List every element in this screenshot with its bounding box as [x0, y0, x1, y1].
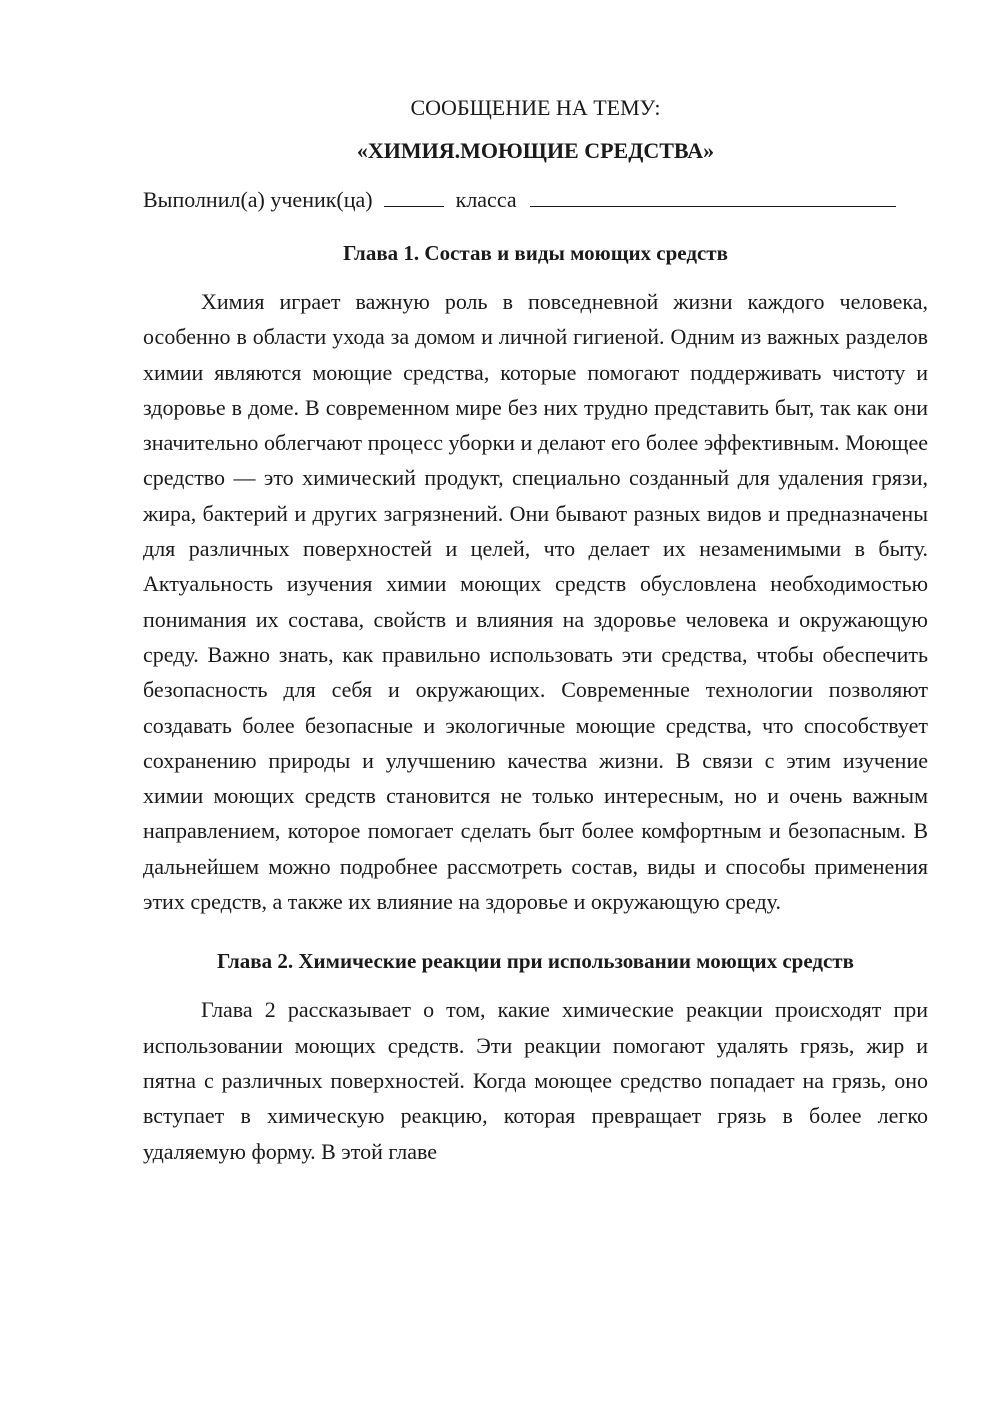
class-label: класса: [455, 187, 517, 212]
chapter-2-heading: Глава 2. Химические реакции при использовании моющих средств: [217, 949, 854, 974]
document-title: «ХИМИЯ.МОЮЩИЕ СРЕДСТВА»: [356, 138, 715, 163]
class-number-blank: [384, 185, 444, 207]
subject-line: СООБЩЕНИЕ НА ТЕМУ:: [410, 95, 661, 120]
author-line: [143, 185, 928, 215]
chapter-2: [143, 946, 928, 1168]
chapter-1: [143, 238, 928, 919]
author-prefix: Выполнил(а) ученик(ца): [143, 187, 373, 212]
chapter-2-paragraph: Глава 2 рассказывает о том, какие химические реакции происходят при использовании моющих средств. Эти реакции помогают удалять грязь, жир и пятна с различных поверхностей. Когда моющее средство попадает на грязь, оно вступает в химическую реакцию, которая превращает грязь в более легко удаляемую форму. В этой главе: [143, 997, 928, 1164]
chapter-1-heading: Глава 1. Состав и виды моющих средств: [343, 241, 728, 265]
chapter-1-paragraph: Химия играет важную роль в повседневной жизни каждого человека, особенно в области ухода за домом и личной гигиеной. Одним из важных разделов химии являются моющие средства, которые помогают поддерживать чистоту и здоровье в доме. В современном мире без них трудно представить быт, так как они значительно облегчают процесс уборки и делают его более эффективным. Моющее средство — это химический продукт, специально созданный для удаления грязи, жира, бактерий и других загрязнений. Они бывают разных видов и предназначены для различных поверхностей и целей, что делает их незаменимыми в быту. Актуальность изучения химии моющих средств обусловлена необходимостью понимания их состава, свойств и влияния на здоровье человека и окружающую среду. Важно знать, как правильно использовать эти средства, чтобы обеспечить безопасность для себя и окружающих. Современные технологии позволяют создавать более безопасные и экологичные моющие средства, что способствует сохранению природы и улучшению качества жизни. В связи с этим изучение химии моющих средств становится не только интересным, но и очень важным направлением, которое помогает сделать быт более комфортным и безопасным. В дальнейшем можно подробнее рассмотреть состав, виды и способы применения этих средств, а также их влияние на здоровье и окружающую среду.: [143, 289, 928, 915]
name-blank: [530, 185, 896, 207]
